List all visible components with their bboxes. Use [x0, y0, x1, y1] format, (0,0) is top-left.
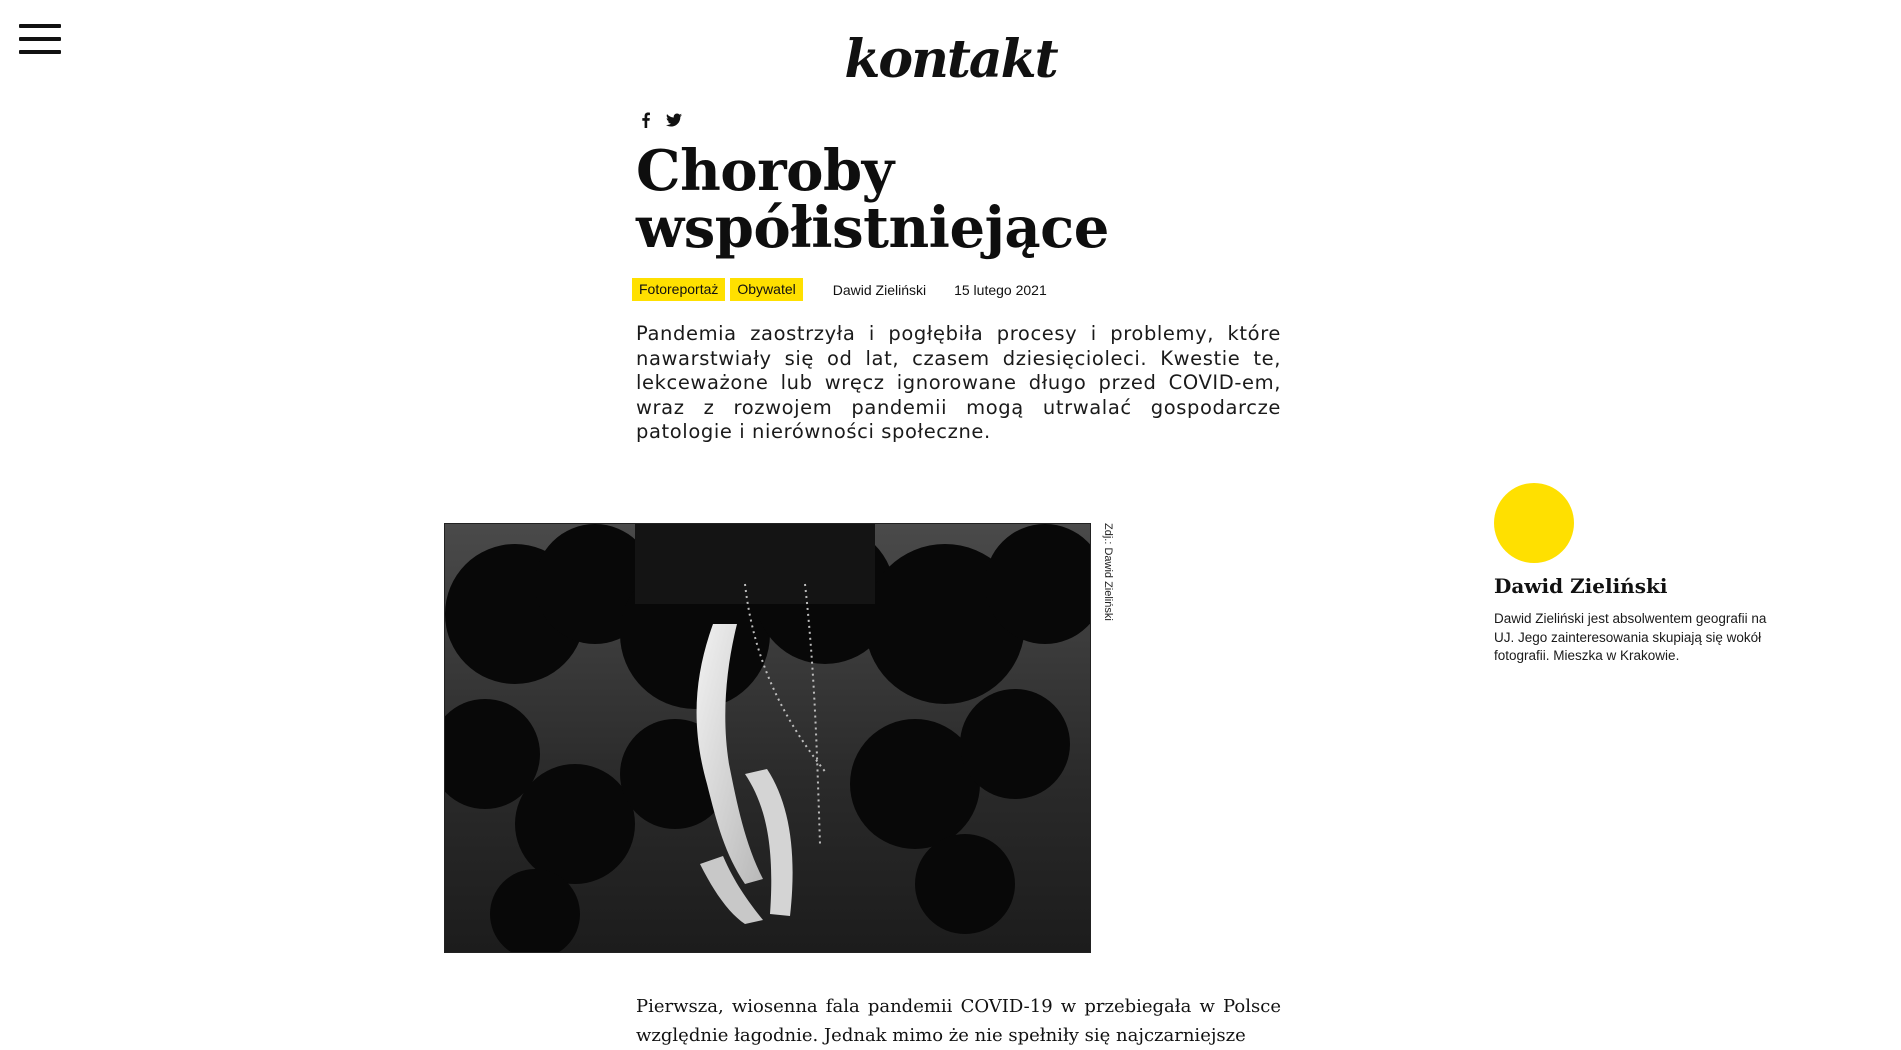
photo-illustration	[445, 524, 1090, 952]
author-name[interactable]: Dawid Zieliński	[1494, 574, 1668, 598]
tag-obywatel[interactable]: Obywatel	[730, 278, 802, 301]
article-body: Pierwsza, wiosenna fala pandemii COVID-19 w przebiegała w Polsce względnie łagodnie. Jednak mimo że nie spełniły się najczarniejsze	[636, 996, 1281, 1046]
author-bio: Dawid Zieliński jest absolwentem geografii na UJ. Jego zainteresowania skupiają się wokół fotografii. Mieszka w Krakowie.	[1494, 611, 1767, 663]
site-logo[interactable]: kontakt	[844, 29, 1057, 90]
article-date: 15 lutego 2021	[954, 281, 1047, 298]
menu-bar	[19, 24, 61, 28]
article-meta	[632, 278, 1047, 301]
author-avatar	[1494, 483, 1574, 563]
tag-fotoreportaz[interactable]: Fotoreportaż	[632, 278, 725, 301]
article-photo	[444, 523, 1091, 953]
article-title: Choroby współistniejące	[636, 138, 1109, 261]
facebook-icon[interactable]	[638, 112, 654, 128]
article-author[interactable]: Dawid Zieliński	[832, 281, 927, 298]
twitter-icon[interactable]	[666, 112, 682, 128]
share-bar	[638, 112, 682, 128]
photo-credit: Zdj.: Dawid Zieliński	[1102, 523, 1114, 621]
article-lead: Pandemia zaostrzyła i pogłębiła procesy i problemy, które nawarstwiały się od lat, czasem dziesięcioleci. Kwestie te, lekceważone lub wręcz ignorowane długo przed COVID-em, wraz z rozwojem pandemii mogą utrwalać gospodarcze patologie i nierówności społeczne.	[636, 322, 1281, 443]
